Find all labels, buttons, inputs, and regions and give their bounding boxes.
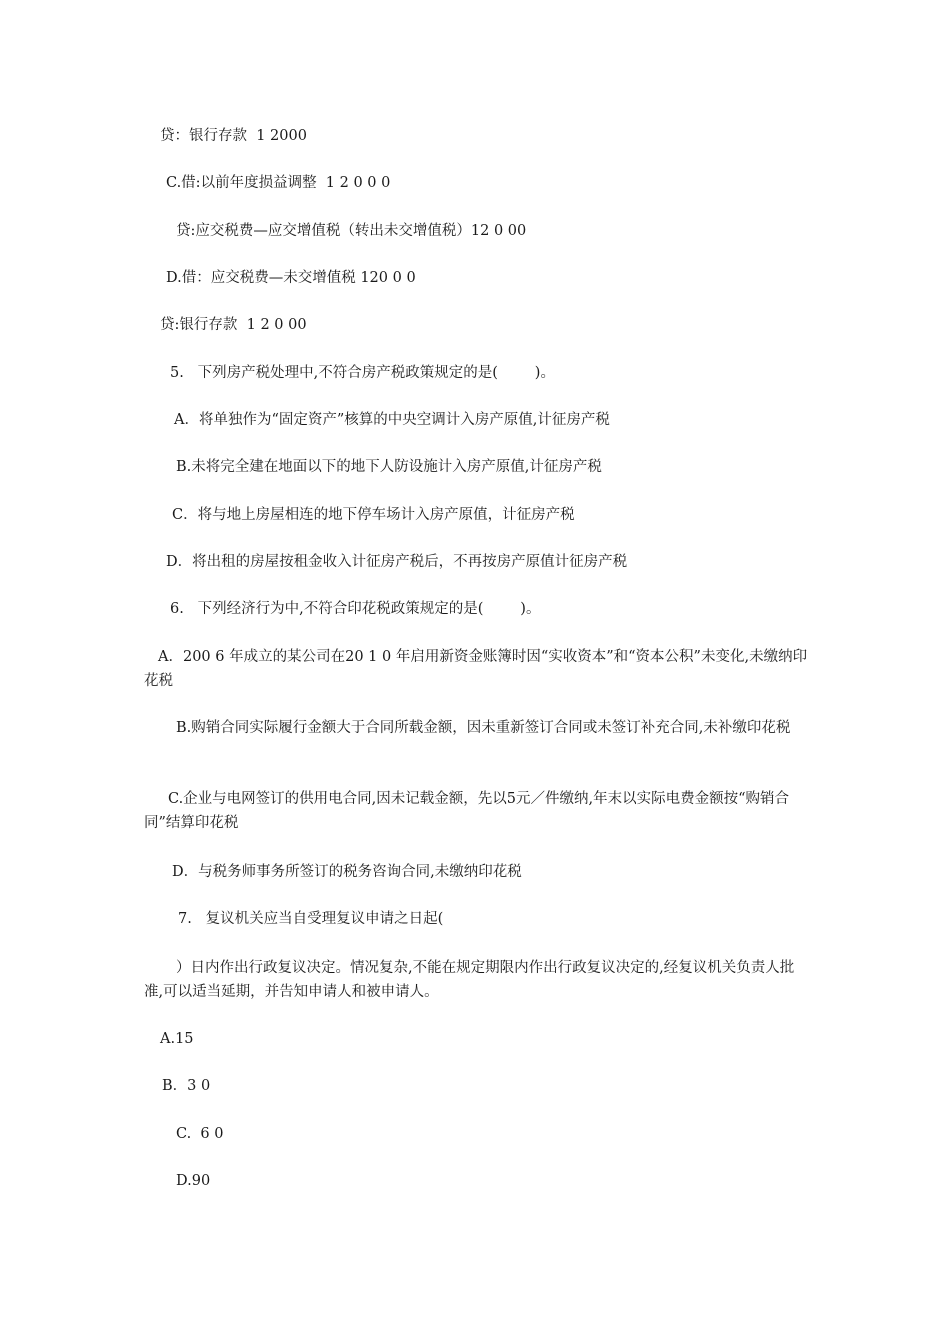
question-6-option-b: B.购销合同实际履行金额大于合同所载金额，因未重新签订合同或未签订补充合同,未补缴印花税 [176, 720, 791, 736]
question-6-option-c: C.企业与电网签订的供用电合同,因未记载金额，先以5元／件缴纳,年末以实际电费金额按“购销合同”结算印花税 [144, 791, 790, 831]
question-5-option-c: C．将与地上房屋相连的地下停车场计入房产原值，计征房产税 [172, 507, 575, 523]
question-7-option-b: B．3 0 [162, 1078, 211, 1094]
question-5-option-d: D．将出租的房屋按租金收入计征房产税后，不再按房产原值计征房产税 [166, 554, 628, 570]
question-7-continuation: ）日内作出行政复议决定。情况复杂,不能在规定期限内作出行政复议决定的,经复议机关负责人批准,可以适当延期，并告知申请人和被申请人。 [144, 960, 795, 1000]
question-5-option-b: B.未将完全建在地面以下的地下人防设施计入房产原值,计征房产税 [176, 459, 602, 475]
question-7-option-a: A.15 [160, 1031, 194, 1047]
option-d-credit: 贷:银行存款 1 2 0 00 [160, 317, 307, 333]
question-7-option-c: C. 6 0 [176, 1126, 224, 1142]
question-6: 6. 下列经济行为中,不符合印花税政策规定的是( )。 [170, 601, 541, 617]
question-5-option-a: A．将单独作为“固定资产”核算的中央空调计入房产原值,计征房产税 [174, 412, 610, 428]
option-c-debit: C.借:以前年度损益调整 1 2 0 0 0 [166, 175, 391, 191]
option-c-credit: 贷:应交税费—应交增值税（转出未交增值税）12 0 00 [176, 223, 527, 239]
question-6-option-d: D．与税务师事务所签订的税务咨询合同,未缴纳印花税 [172, 864, 522, 880]
question-7-option-d: D.90 [176, 1173, 211, 1189]
question-5: 5. 下列房产税处理中,不符合房产税政策规定的是( )。 [170, 365, 555, 381]
line-credit-bank-deposit: 贷：银行存款 1 2000 [160, 128, 307, 144]
option-d-debit: D.借：应交税费—未交增值税 120 0 0 [166, 270, 416, 286]
question-7: 7. 复议机关应当自受理复议申请之日起( [178, 911, 444, 927]
question-6-option-a: A．200 6 年成立的某公司在20 1 0 年启用新资金账簿时因“实收资本”和“资本公积”未变化,未缴纳印花税 [144, 649, 808, 689]
